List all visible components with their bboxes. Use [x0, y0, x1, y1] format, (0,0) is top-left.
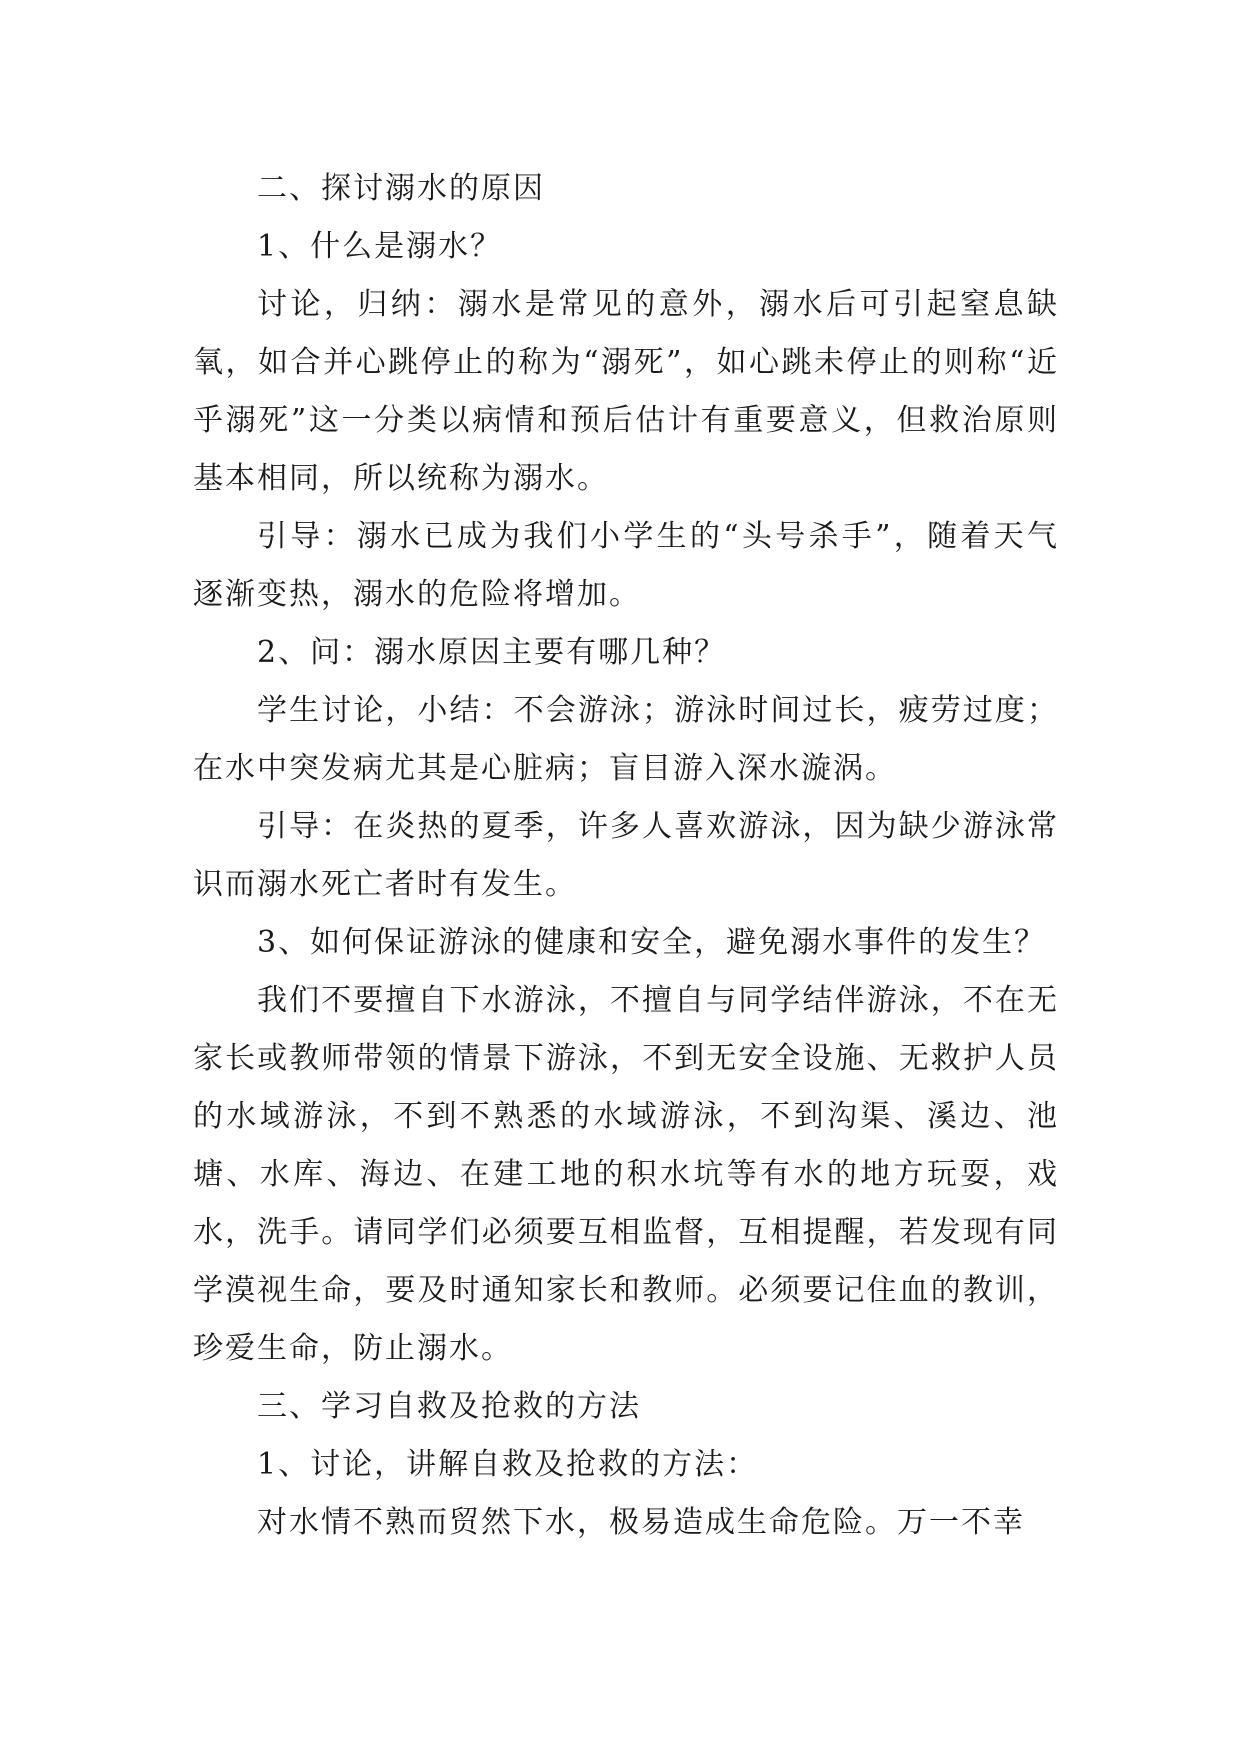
paragraph-self-rescue: 对水情不熟而贸然下水，极易造成生命危险。万一不幸: [257, 1505, 1025, 1540]
question-3: 3、如何保证游泳的健康和安全，避免溺水事件的发生？: [257, 925, 1047, 960]
section-heading-2: 二、探讨溺水的原因: [257, 171, 545, 206]
paragraph-discussion-causes: 学生讨论，小结：不会游泳；游泳时间过长，疲劳过度；在水中突发病尤其是心脏病；盲目游入深水漩涡。: [193, 693, 1059, 786]
paragraph-discussion-definition: 讨论，归纳：溺水是常见的意外，溺水后可引起窒息缺氧，如合并心跳停止的称为“溺死”，如心跳未停止的则称“近乎溺死”这一分类以病情和预后估计有重要意义，但救治原则基本相同，所以统称为溺水。: [193, 287, 1059, 496]
document-body: [193, 160, 1059, 1552]
question-2: 2、问：溺水原因主要有哪几种？: [257, 635, 727, 670]
section-heading-3: 三、学习自救及抢救的方法: [257, 1389, 641, 1424]
paragraph-guide-1: 引导：溺水已成为我们小学生的“头号杀手”，随着天气逐渐变热，溺水的危险将增加。: [193, 519, 1059, 612]
paragraph-safety-rules: 我们不要擅自下水游泳，不擅自与同学结伴游泳，不在无家长或教师带领的情景下游泳，不到无安全设施、无救护人员的水域游泳，不到不熟悉的水域游泳，不到沟渠、溪边、池塘、水库、海边、在建工地的积水坑等有水的地方玩耍，戏水，洗手。请同学们必须要互相监督，互相提醒，若发现有同学漠视生命，要及时通知家长和教师。必须要记住血的教训，珍爱生命，防止溺水。: [193, 983, 1059, 1366]
question-1: 1、什么是溺水？: [257, 229, 503, 264]
paragraph-guide-2: 引导：在炎热的夏季，许多人喜欢游泳，因为缺少游泳常识而溺水死亡者时有发生。: [193, 809, 1059, 902]
subsection-1: 1、讨论，讲解自救及抢救的方法：: [257, 1447, 759, 1482]
